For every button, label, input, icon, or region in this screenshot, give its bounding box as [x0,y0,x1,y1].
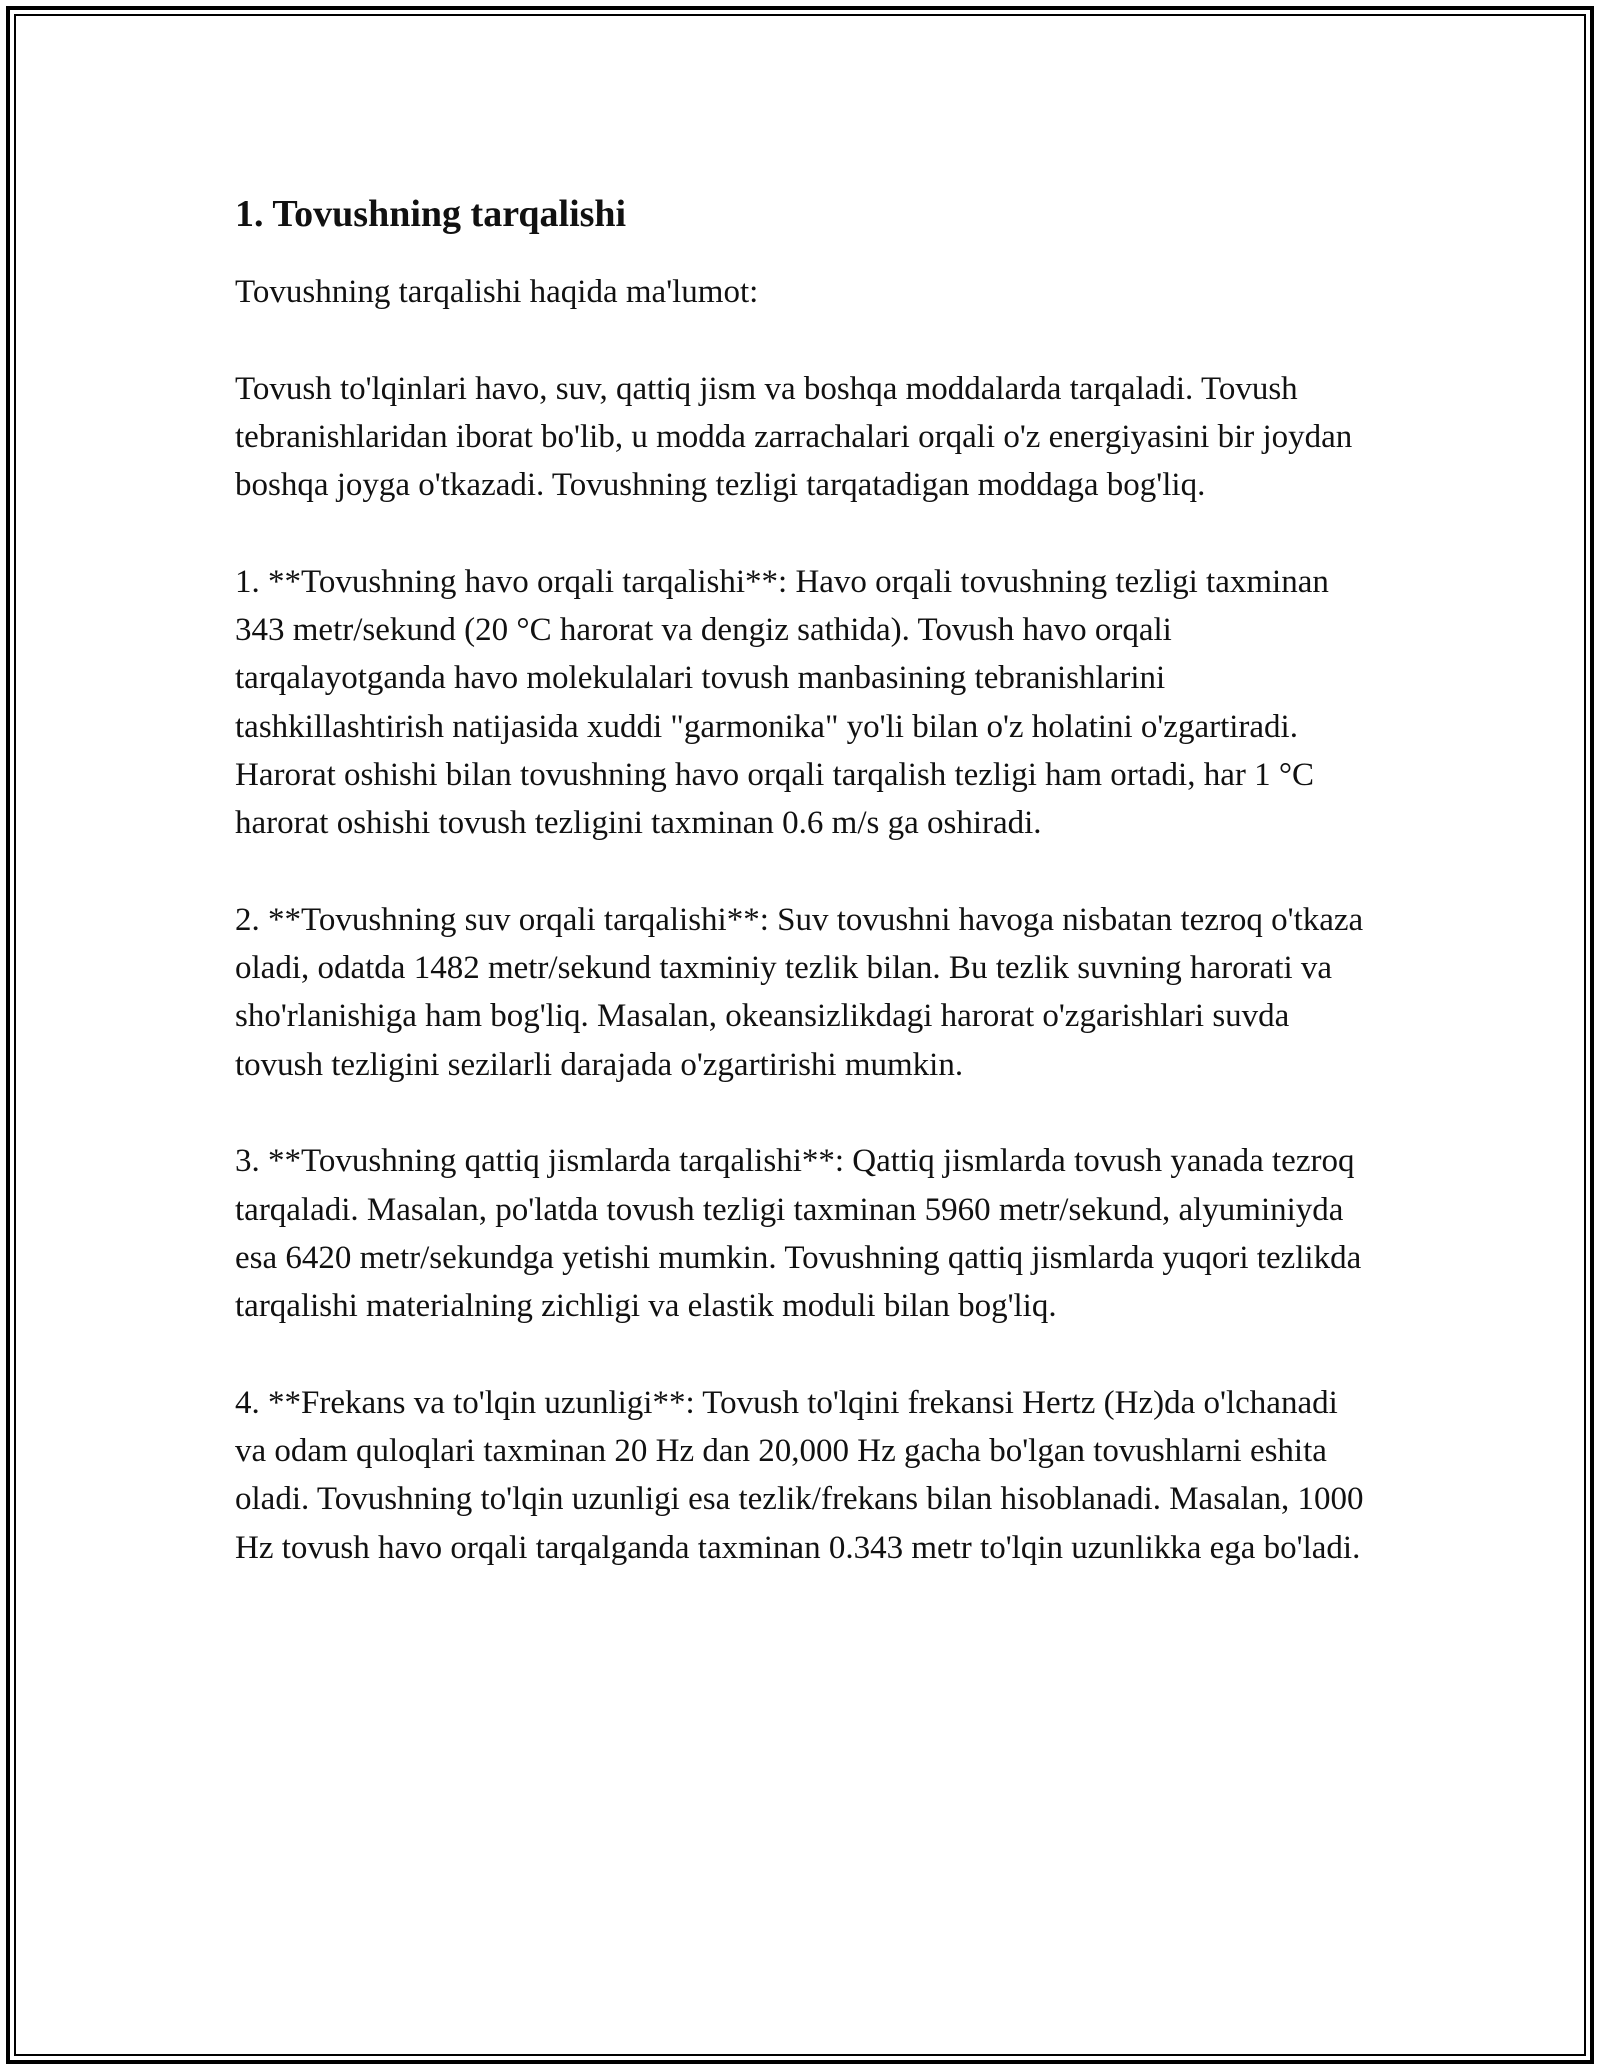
air-propagation-paragraph: 1. **Tovushning havo orqali tarqalishi**: Havo orqali tovushning tezligi taxminan 343 metr/sekund (20 °C harorat va dengiz sathida). Tovush havo orqali tarqalayotganda havo molekulalari tovush manbasining tebranishlarini tashkillashtirish natijasida xuddi "garmonika" yo'li bilan o'z holatini o'zgartiradi. Harorat oshishi bilan tovushning havo orqali tarqalish tezligi ham ortadi, har 1 °C harorat oshishi tovush tezligini taxminan 0.6 m/s ga oshiradi. [235,563,1338,842]
intro-paragraph: Tovushning tarqalishi haqida ma'lumot: [235,274,759,310]
overview-paragraph: Tovush to'lqinlari havo, suv, qattiq jism va boshqa moddalarda tarqaladi. Tovush tebranishlaridan iborat bo'lib, u modda zarrachalari orqali o'z energiyasini bir joydan boshqa joyga o'tkazadi. Tovushning tezligi tarqatadigan moddaga bog'liq. [235,370,1361,504]
solid-propagation-paragraph: 3. **Tovushning qattiq jismlarda tarqalishi**: Qattiq jismlarda tovush yanada tezroq tarqaladi. Masalan, po'latda tovush tezligi taxminan 5960 metr/sekund, alyuminiyda esa 6420 metr/sekundga yetishi mumkin. Tovushning qattiq jismlarda yuqori tezlikda tarqalishi materialning zichligi va elastik moduli bilan bog'liq. [235,1143,1370,1325]
frequency-wavelength-paragraph: 4. **Frekans va to'lqin uzunligi**: Tovush to'lqini frekansi Hertz (Hz)da o'lchanadi va odam quloqlari taxminan 20 Hz dan 20,000 Hz gacha bo'lgan tovushlarni eshita oladi. Tovushning to'lqin uzunligi esa tezlik/frekans bilan hisoblanadi. Masalan, 1000 Hz tovush havo orqali tarqalganda taxminan 0.343 metr to'lqin uzunlikka ega bo'ladi. [235,1384,1372,1566]
water-propagation-paragraph: 2. **Tovushning suv orqali tarqalishi**: Suv tovushni havoga nisbatan tezroq o'tkaza oladi, odatda 1482 metr/sekund taxminiy tezlik bilan. Bu tezlik suvning harorati va sho'rlanishiga ham bog'liq. Masalan, okeansizlikdagi harorat o'zgarishlari suvda tovush tezligini sezilarli darajada o'zgartirishi mumkin. [235,901,1372,1083]
section-heading: 1. Tovushning tarqalishi [235,193,627,235]
document-body [235,186,1370,1572]
